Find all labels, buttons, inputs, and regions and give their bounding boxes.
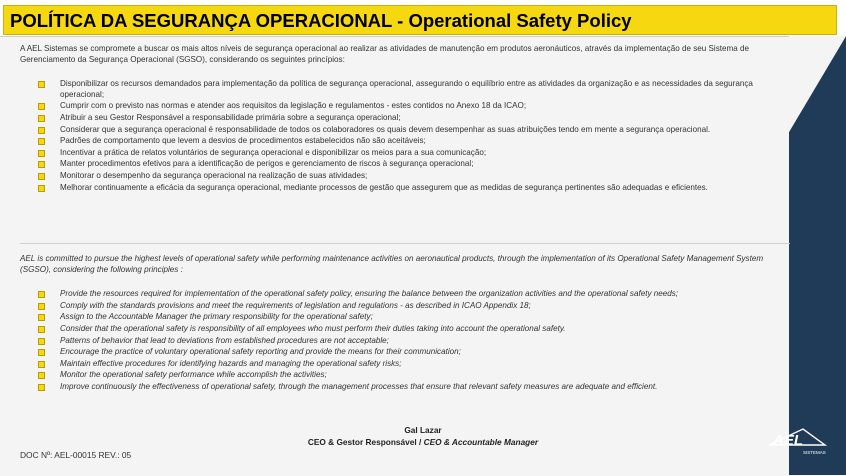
list-item <box>20 171 790 182</box>
title-bar <box>3 5 837 35</box>
bullet-icon <box>38 173 45 180</box>
list-item-text: Manter procedimentos efetivos para a identificação de perigos e gerenciamento de riscos à segurança operacional; <box>60 159 474 169</box>
list-item <box>20 148 790 159</box>
document-number: DOC Nº: AEL-00015 REV.: 05 <box>20 450 132 460</box>
bullet-icon <box>38 103 45 110</box>
list-item-text: Encourage the practice of voluntary operational safety reporting and provide the means for their communication; <box>60 347 461 357</box>
list-item <box>20 324 790 335</box>
pt-intro: A AEL Sistemas se compromete a buscar os mais altos níveis de segurança operacional ao realizar as atividades de manutenção em produtos aeronáuticos, através da implementação de seu Sistema de Gerenciamento da Segurança Operacional (SGSO), considerando os seguintes princípios: <box>20 44 749 64</box>
bullet-icon <box>38 291 45 298</box>
list-item-text: Patterns of behavior that lead to deviations from established procedures are not acceptable; <box>60 335 389 345</box>
pt-principles-list <box>20 79 790 193</box>
policy-content <box>20 44 790 194</box>
navy-side-band <box>789 36 846 475</box>
list-item-text: Comply with the standards provisions and meet the requirements of legislation and regulations - as described in ICAO Appendix 18; <box>60 300 531 310</box>
list-item-text: Atribuir a seu Gestor Responsável a responsabilidade primária sobre a segurança operacional; <box>60 112 401 122</box>
list-item-text: Disponibilizar os recursos demandados para implementação da política de segurança operacional, assegurando o equilíbrio entre as atividades da organização e as necessidades da segurança operacional; <box>60 79 753 99</box>
list-item-text: Monitorar o desempenho da segurança operacional na realização de suas atividades; <box>60 170 368 180</box>
signatory-role <box>0 437 846 447</box>
bullet-icon <box>38 303 45 310</box>
bullet-icon <box>38 338 45 345</box>
list-item-text: Incentivar a prática de relatos voluntários de segurança operacional e disponibilizar os meios para a sua comunicação; <box>60 147 487 157</box>
signatory-name: Gal Lazar <box>404 425 442 435</box>
en-intro: AEL is committed to pursue the highest levels of operational safety while performing maintenance activities on aeronautical products, through the implementation of its Operational Safety Management System (SGSO), considering the following principles : <box>20 254 764 274</box>
list-item-text: Cumprir com o previsto nas normas e atender aos requisitos da legislação e regulamentos - estes contidos no Anexo 18 da ICAO; <box>60 101 527 111</box>
section-divider <box>20 243 790 244</box>
ael-logo <box>763 423 829 459</box>
bullet-icon <box>38 384 45 391</box>
list-item <box>20 289 790 300</box>
bullet-icon <box>38 361 45 368</box>
list-item <box>20 359 790 370</box>
list-item <box>20 301 790 312</box>
list-item-text: Provide the resources required for implementation of the operational safety policy, ensuring the balance between the organization activities and the operational safety needs; <box>60 289 679 299</box>
list-item-text: Maintain effective procedures for identifying hazards and managing the operational safety risks; <box>60 358 402 368</box>
bullet-icon <box>38 115 45 122</box>
list-item <box>20 347 790 358</box>
list-item-text: Monitor the operational safety performance while accomplish the activities; <box>60 370 327 380</box>
list-item <box>20 125 790 136</box>
bullet-icon <box>38 349 45 356</box>
bullet-icon <box>38 326 45 333</box>
page-title: POLÍTICA DA SEGURANÇA OPERACIONAL - Operational Safety Policy <box>10 10 632 31</box>
bullet-icon <box>38 185 45 192</box>
bullet-icon <box>38 127 45 134</box>
bullet-icon <box>38 81 45 88</box>
list-item <box>20 79 790 100</box>
bullet-icon <box>38 150 45 157</box>
list-item <box>20 159 790 170</box>
list-item <box>20 336 790 347</box>
bullet-icon <box>38 138 45 145</box>
bullet-icon <box>38 161 45 168</box>
list-item-text: Improve continuously the effectiveness of operational safety, through the management processes that ensure that relevant safety measures are adequate and efficient. <box>60 381 658 391</box>
list-item-text: Consider that the operational safety is responsibility of all employees who must perform their duties taking into account the operational safety. <box>60 323 566 333</box>
list-item <box>20 101 790 112</box>
list-item-text: Considerar que a segurança operacional é responsabilidade de todos os colaboradores os quais devem desempenhar as suas atribuições tendo em mente a segurança operacional. <box>60 124 711 134</box>
list-item-text: Melhorar continuamente a eficácia da segurança operacional, mediante processos de gestão que assegurem que as medidas de segurança pertinentes são adequadas e eficientes. <box>60 182 708 192</box>
logo-subtext: SISTEMAS <box>803 450 826 455</box>
signatory-role-pt: CEO & Gestor Responsável / <box>307 437 424 447</box>
policy-content-english <box>20 254 790 394</box>
signatory-role-en: CEO & Accountable Manager <box>423 437 539 447</box>
bullet-icon <box>38 314 45 321</box>
list-item-text: Padrões de comportamento que levem a desvios de procedimentos estabelecidos não são aceitáveis; <box>60 136 426 146</box>
list-item-text: Assign to the Accountable Manager the primary responsibility for the operational safety; <box>60 312 373 322</box>
list-item <box>20 370 790 381</box>
list-item <box>20 382 790 393</box>
list-item <box>20 312 790 323</box>
en-principles-list <box>20 289 790 392</box>
list-item <box>20 113 790 124</box>
list-item <box>20 136 790 147</box>
bullet-icon <box>38 372 45 379</box>
logo-text: AEL <box>773 432 803 449</box>
list-item <box>20 183 790 194</box>
